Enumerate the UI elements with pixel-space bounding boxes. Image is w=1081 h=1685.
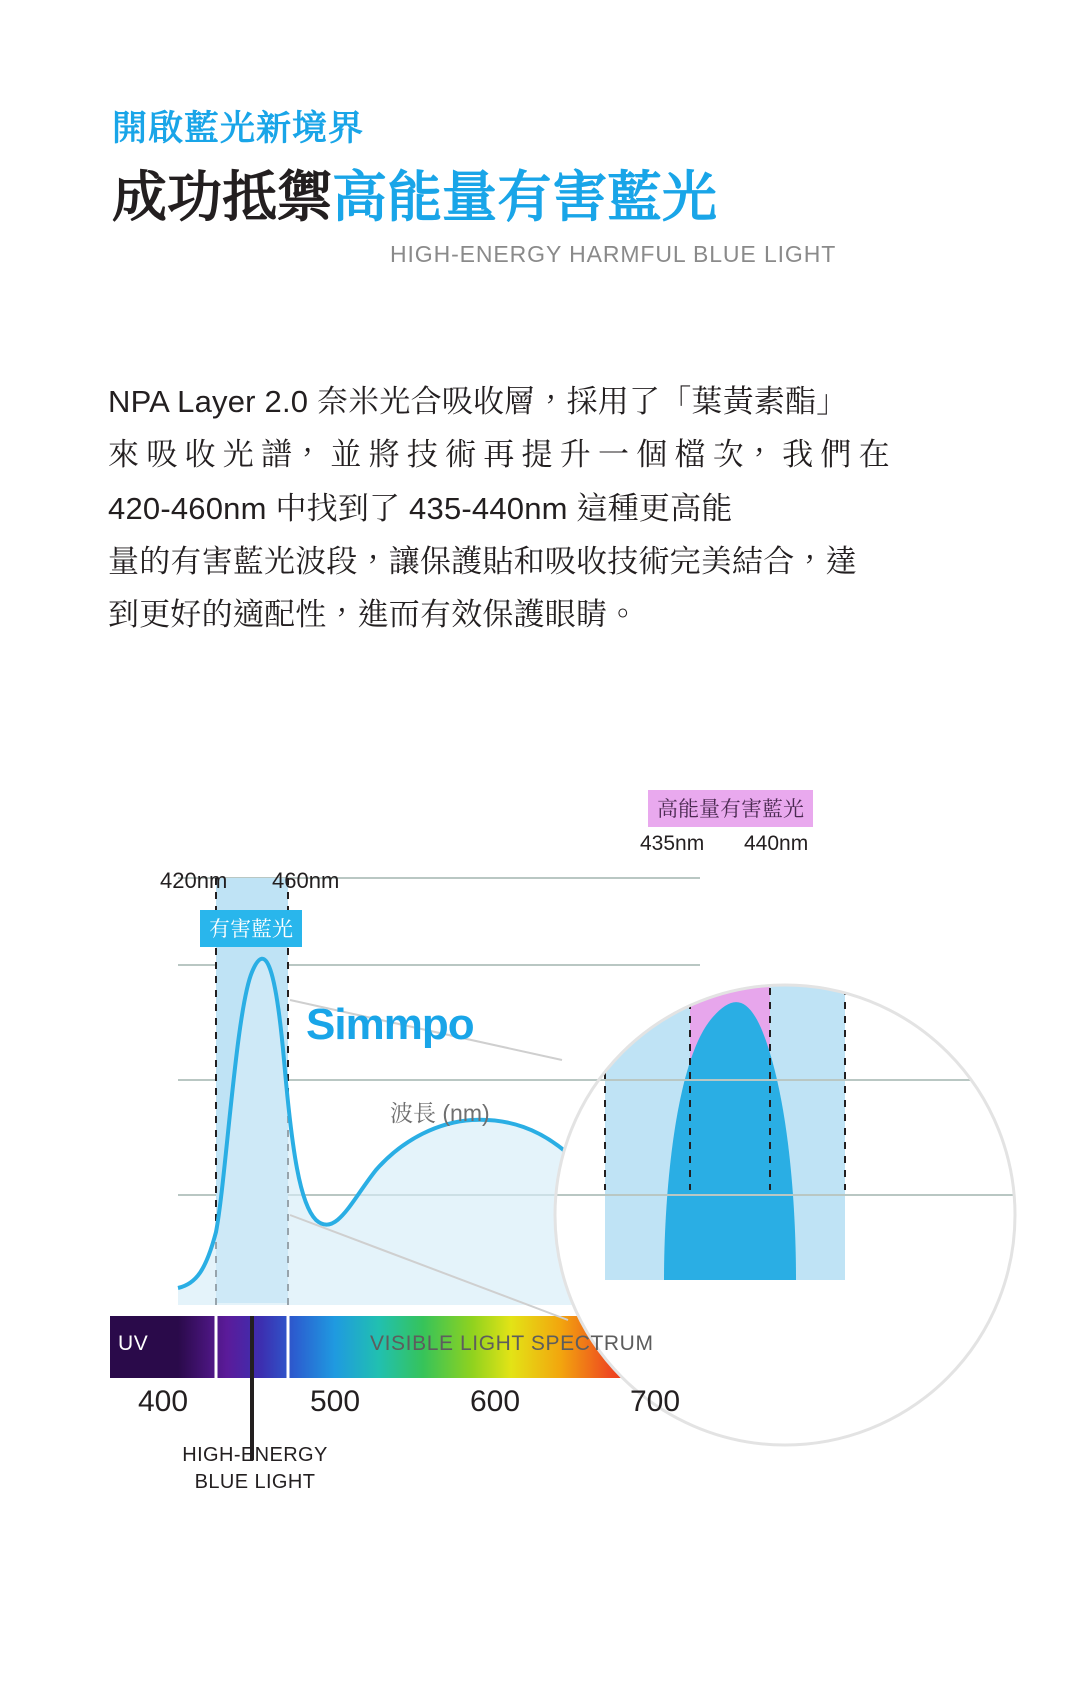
footnote-line-1: HIGH-ENERGY xyxy=(182,1444,328,1466)
label-460nm: 460nm xyxy=(272,868,340,893)
p2-w11: 升 xyxy=(559,437,591,473)
p2-w7: 技 xyxy=(406,437,439,473)
p2-w13: 個 xyxy=(636,437,668,473)
brand-wordmark: Simmpo xyxy=(306,1000,474,1049)
footnote-line-2: BLUE LIGHT xyxy=(194,1471,316,1493)
headline xyxy=(112,166,992,229)
spectrum-chart xyxy=(0,760,1081,1550)
p2-w0: 來 xyxy=(108,437,140,473)
p2-w15: 次， xyxy=(712,437,776,473)
headline-blue-part: 高能量有害藍光 xyxy=(332,166,718,228)
headline-dark-part: 成功抵禦 xyxy=(112,166,333,228)
p2-w3: 光 xyxy=(222,437,254,473)
paragraph-line-2 xyxy=(108,428,890,481)
p2-w8: 術 xyxy=(445,437,477,473)
x-tick-500: 500 xyxy=(310,1385,361,1418)
p2-w18: 在 xyxy=(858,437,890,473)
p2-w14: 檔 xyxy=(674,437,706,473)
p2-w9: 再 xyxy=(483,437,515,473)
x-tick-600: 600 xyxy=(470,1385,521,1418)
paragraph-line-1: NPA Layer 2.0 奈米光合吸收層，採用了「葉黃素酯」 xyxy=(108,384,848,419)
p2-w1: 吸 xyxy=(146,437,178,473)
tag-harmful-blue-light: 有害藍光 xyxy=(200,910,302,947)
body-paragraph xyxy=(108,375,988,642)
x-tick-700: 700 xyxy=(630,1385,681,1418)
p2-w2: 收 xyxy=(184,437,216,473)
high-energy-footnote xyxy=(170,1442,340,1496)
label-435nm: 435nm xyxy=(640,832,705,855)
paragraph-line-3: 420-460nm 中找到了 435-440nm 這種更高能 xyxy=(108,490,733,526)
p2-w6: 將 xyxy=(368,437,400,473)
subtitle-english: HIGH-ENERGY HARMFUL BLUE LIGHT xyxy=(390,241,837,268)
p2-w10: 提 xyxy=(521,437,553,473)
p2-w4: 譜， xyxy=(260,437,324,473)
paragraph-line-4: 量的有害藍光波段，讓保護貼和吸收技術完美結合，達 xyxy=(108,543,857,579)
eyebrow-text: 開啟藍光新境界 xyxy=(112,109,365,148)
paragraph-line-5: 到更好的適配性，進而有效保護眼睛。 xyxy=(108,597,639,633)
x-tick-400: 400 xyxy=(138,1385,189,1418)
label-420nm: 420nm xyxy=(160,868,228,893)
uv-label: UV xyxy=(118,1332,149,1355)
label-440nm: 440nm xyxy=(744,832,809,855)
p2-w5: 並 xyxy=(330,437,362,473)
tag-high-energy-harmful-blue-light: 高能量有害藍光 xyxy=(648,790,813,827)
x-axis-label: 波長 (nm) xyxy=(390,1100,490,1126)
p2-w16: 我 xyxy=(782,437,814,473)
visible-spectrum-label: VISIBLE LIGHT SPECTRUM xyxy=(370,1332,654,1355)
p2-w12: 一 xyxy=(598,437,630,473)
p2-w17: 們 xyxy=(820,437,852,473)
heading-block xyxy=(112,108,992,268)
